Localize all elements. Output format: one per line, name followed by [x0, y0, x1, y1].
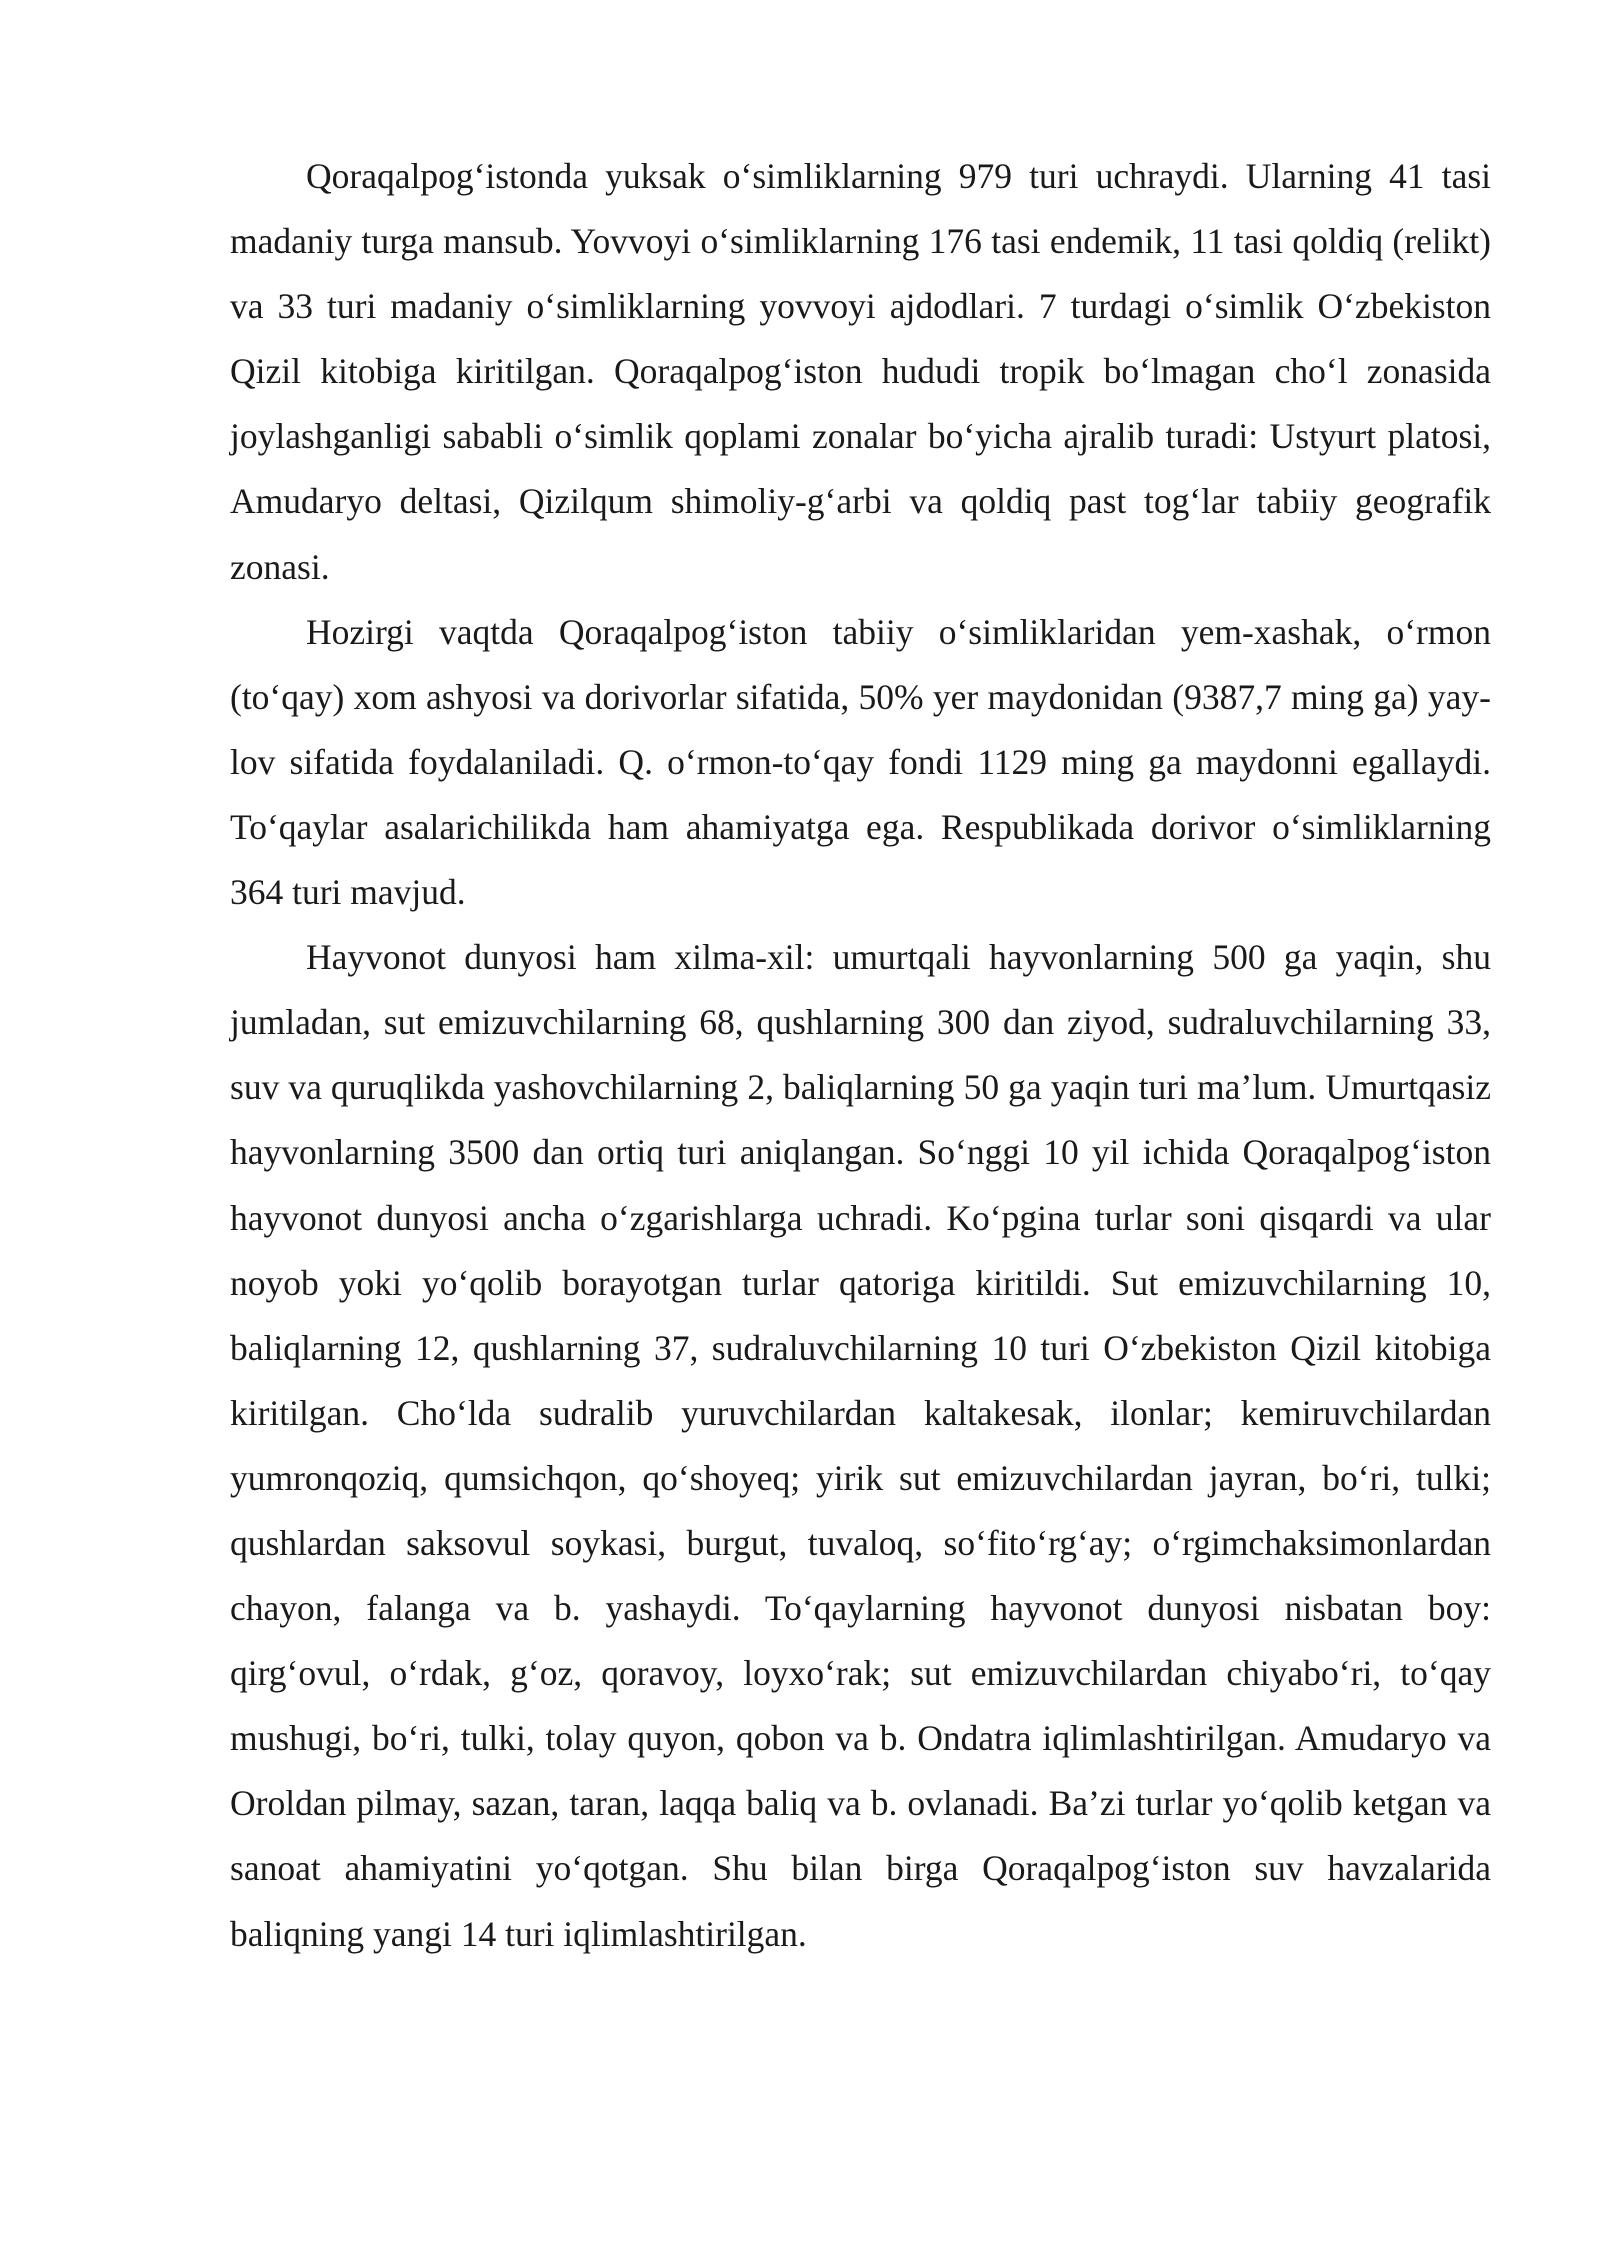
paragraph-fauna: Hayvonot dunyosi ham xilma-xil: umurtqali hayvonlarning 500 ga yaqin, shu jumladan, sut emizuvchilarning 68, qushlarning 300 dan ziyod, sudraluvchilarning 33, suv va quruqlikda yashovchilarning 2, baliqlarning 50 ga yaqin turi ma’lum. Umurtqasiz hayvonlarning 3500 dan ortiq turi aniqlangan. So‘nggi 10 yil ichida Qoraqalpog‘iston hayvonot dunyosi ancha o‘zgarishlarga uchradi. Ko‘pgina turlar soni qisqardi va ular noyob yoki yo‘qolib borayotgan turlar qatoriga kiritildi. Sut emizuvchilarning 10, baliqlarning 12, qushlarning 37, sudraluvchilarning 10 turi O‘zbekiston Qizil kitobiga kiritilgan. Cho‘lda sudralib yuruvchilardan kaltakesak, ilonlar; kemiruvchilardan yumronqoziq, qumsichqon, qo‘shoyeq; yirik sut emizuvchilardan jayran, bo‘ri, tulki; qushlardan saksovul soykasi, burgut, tuvaloq, so‘fito‘rg‘ay; o‘rgimchaksimonlardan chayon, falanga va b. yashaydi. To‘qaylarning hayvonot dunyosi nisbatan boy: qirg‘ovul, o‘rdak, g‘oz, qoravoy, loyxo‘rak; sut emizuvchilardan chiyabo‘ri, to‘qay mushugi, bo‘ri, tulki, tolay quyon, qobon va b. Ondatra iqlimlashtirilgan. Amudaryo va Oroldan pilmay, sazan, taran, laqqa baliq va b. ovlanadi. Ba’zi turlar yo‘qolib ketgan va sanoat ahamiyatini yo‘qotgan. Shu bilan birga Qoraqalpog‘iston suv havzalarida baliqning yangi 14 turi iqlimlashtirilgan.: [230, 937, 1491, 1954]
document-body: [230, 144, 1491, 1967]
paragraph-plant-resources: Hozirgi vaqtda Qoraqalpog‘iston tabiiy o‘simliklaridan yem-xashak, o‘rmon (to‘qay) xom ashyosi va dorivorlar sifatida, 50% yer maydonidan (9387,7 ming ga) yay-lov sifatida foydalaniladi. Q. o‘rmon-to‘qay fondi 1129 ming ga maydonni egallaydi. To‘qaylar asalarichilikda ham ahamiyatga ega. Respublikada dorivor o‘simliklarning 364 turi mavjud.: [230, 611, 1491, 913]
paragraph-flora: Qoraqalpog‘istonda yuksak o‘simliklarning 979 turi uchraydi. Ularning 41 tasi madaniy turga mansub. Yovvoyi o‘simliklarning 176 tasi endemik, 11 tasi qoldiq (relikt) va 33 turi madaniy o‘simliklarning yovvoyi ajdodlari. 7 turdagi o‘simlik O‘zbekiston Qizil kitobiga kiritilgan. Qoraqalpog‘iston hududi tropik bo‘lmagan cho‘l zonasida joylashganligi sababli o‘simlik qoplami zonalar bo‘yicha ajralib turadi: Ustyurt platosi, Amudaryo deltasi, Qizilqum shimoliy-g‘arbi va qoldiq past tog‘lar tabiiy geografik zonasi.: [230, 156, 1491, 587]
